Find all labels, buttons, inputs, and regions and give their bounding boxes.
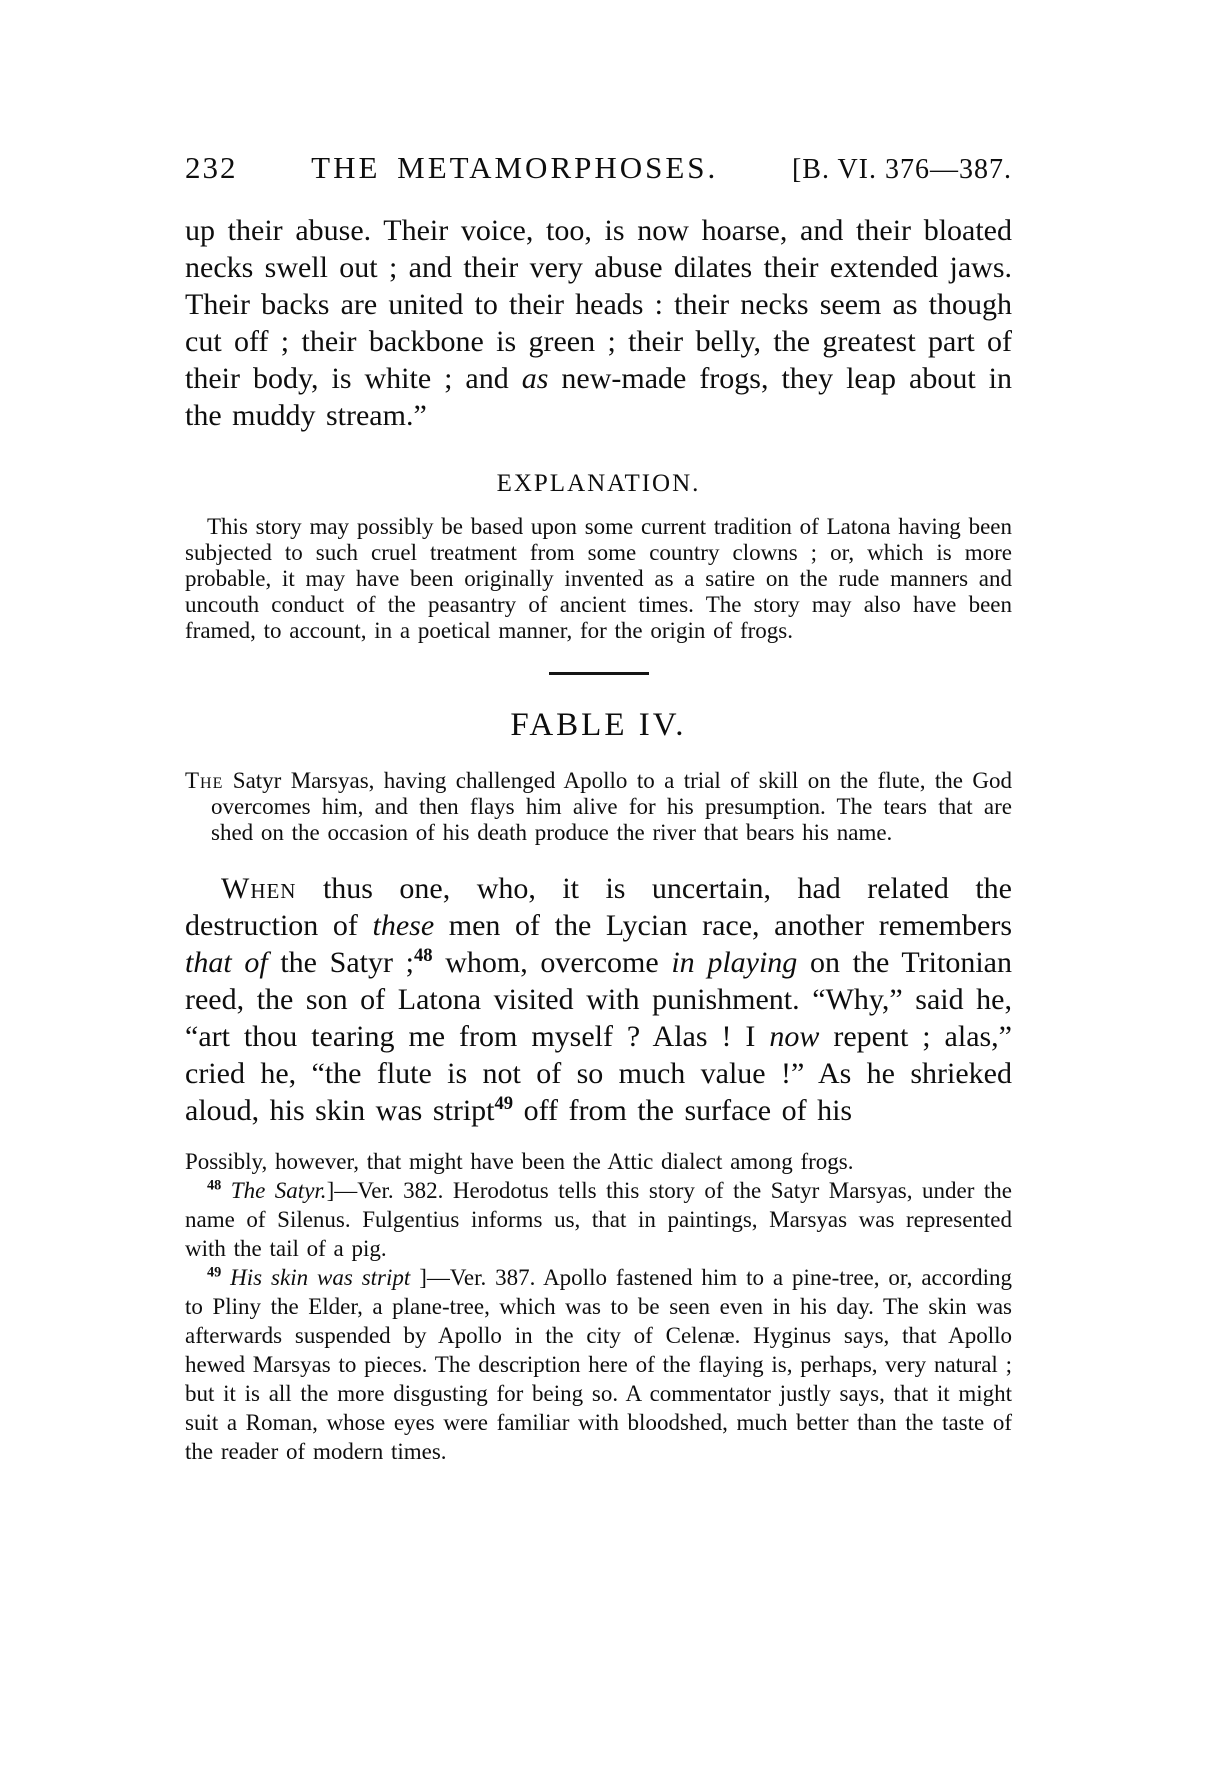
footnote-48: $^{48}$ The Satyr.]—Ver. 382. Herodotus tells this story of the Satyr Marsyas, under the name of Silenus. Fulgentius informs us, that in paintings, Marsyas was represented with the tail of a pig. bbox=[185, 1177, 1013, 1261]
fable-summary: The Satyr Marsyas, having challenged Apollo to a trial of skill on the flute, the God overcomes him, and then flays him alive for his presumption. The tears that are shed on the occasion of his death produce the river that bears his name. bbox=[185, 768, 1012, 845]
explanation-heading: EXPLANATION. bbox=[496, 470, 701, 497]
footnote-49: $^{49}$ His skin was stript ]—Ver. 387. Apollo fastened him to a pine-tree, or, according to Pliny the Elder, a plane-tree, which was to be seen even in his day. The skin was afterwards suspended by Apollo in the city of Celenæ. Hyginus says, that Apollo hewed Marsyas to pieces. The description here of the flaying is, perhaps, very natural ; but it is all the more disgusting for being so. A commentator justly says, that it might suit a Roman, whose eyes were familiar with bloodshed, much better than the taste of the reader of modern times. bbox=[185, 1264, 1012, 1464]
section-divider bbox=[549, 672, 649, 675]
explanation-paragraph: This story may possibly be based upon some current tradition of Latona having been subjected to such cruel treatment from some country clowns ; or, which is more probable, it may have been originally invented as a satire on the rude manners and uncouth conduct of the peasantry of ancient times. The story may also have been framed, to account, in a poetical manner, for the origin of frogs. bbox=[185, 514, 1012, 643]
fable-heading: FABLE IV. bbox=[510, 707, 687, 743]
running-title: THE METAMORPHOSES. bbox=[311, 150, 719, 185]
book-reference: [B. VI. 376—387. bbox=[791, 154, 1012, 185]
footnote-continuation: Possibly, however, that might have been the Attic dialect among frogs. bbox=[185, 1149, 854, 1174]
footnotes-section bbox=[185, 1147, 1012, 1466]
page-number: 232 bbox=[185, 150, 238, 185]
opening-paragraph: up their abuse. Their voice, too, is now hoarse, and their bloated necks swell out ; and their very abuse dilates their extended jaws. Their backs are united to their heads : their necks seem as though cut off ; their backbone is green ; their belly, the greatest part of their body, is white ; and as new-made frogs, they leap about in the muddy stream.” bbox=[185, 214, 1012, 432]
fable-body-paragraph: When thus one, who, it is uncertain, had related the destruction of these men of the Lycian race, another remembers that of the Satyr ;$^{48}$ whom, overcome in playing on the Tritonian reed, the son of Latona visited with punishment. “Why,” said he, “art thou tearing me from myself ? Alas ! I now repent ; alas,” cried he, “the flute is not of so much value !” As he shrieked aloud, his skin was stript$^{49}$ off from the surface of his bbox=[185, 872, 1013, 1127]
running-head bbox=[185, 150, 1012, 186]
